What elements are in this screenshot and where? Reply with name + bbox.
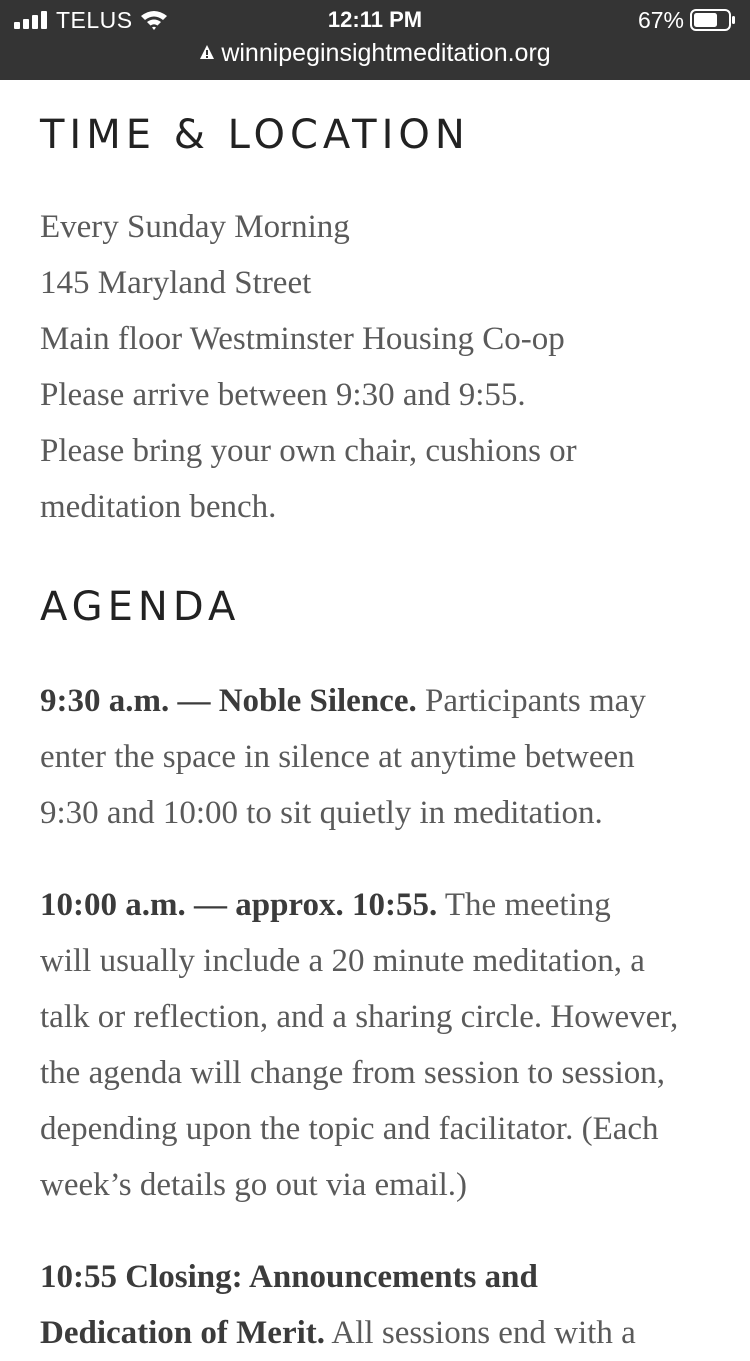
location-line: 145 Maryland Street (40, 265, 312, 301)
status-bar-row (0, 6, 750, 34)
agenda-item-text: 9:30 and 10:00 to sit quietly in meditation. (40, 795, 603, 831)
status-time: 12:11 PM (327, 7, 423, 32)
status-bar (0, 0, 750, 80)
agenda-item-closing (40, 1249, 720, 1361)
agenda-item-meeting (40, 877, 720, 1213)
location-line: Please arrive between 9:30 and 9:55. (40, 377, 526, 413)
lock-icon (199, 44, 215, 60)
agenda-item-text: depending upon the topic and facilitator. (Each (40, 1111, 659, 1147)
location-line: Please bring your own chair, cushions or (40, 433, 577, 469)
agenda-item-text: Participants may (416, 683, 646, 719)
agenda-item-text: enter the space in silence at anytime between (40, 739, 635, 775)
location-line: meditation bench. (40, 489, 277, 525)
agenda-item-text: All sessions end with a (325, 1315, 636, 1351)
battery-percent: 67% (637, 7, 684, 33)
time-location-details (40, 199, 720, 535)
address-bar[interactable] (0, 38, 750, 68)
agenda-item-time: 9:30 a.m. — Noble Silence. (40, 683, 417, 719)
agenda-item-text: the agenda will change from session to session, (40, 1055, 666, 1091)
agenda-item-noble-silence (40, 673, 720, 841)
page-content (40, 80, 720, 1361)
agenda-heading: AGENDA (40, 584, 241, 630)
url-text: winnipeginsightmeditation.org (221, 39, 551, 67)
location-line: Main floor Westminster Housing Co-op (40, 321, 565, 357)
agenda-item-time: 10:00 a.m. — approx. 10:55. (40, 887, 438, 923)
agenda-item-title: Dedication of Merit. (40, 1315, 325, 1351)
location-line: Every Sunday Morning (40, 209, 350, 245)
agenda-item-text: The meeting (437, 887, 611, 923)
battery-icon (690, 9, 736, 31)
agenda-item-time: 10:55 Closing: Announcements and (40, 1259, 538, 1295)
time-location-heading: TIME & LOCATION (40, 112, 470, 158)
agenda-item-text: week’s details go out via email.) (40, 1167, 468, 1203)
agenda-item-text: will usually include a 20 minute meditation, a (40, 943, 645, 979)
agenda-item-text: talk or reflection, and a sharing circle. However, (40, 999, 679, 1035)
carrier-name: TELUS (56, 7, 133, 33)
